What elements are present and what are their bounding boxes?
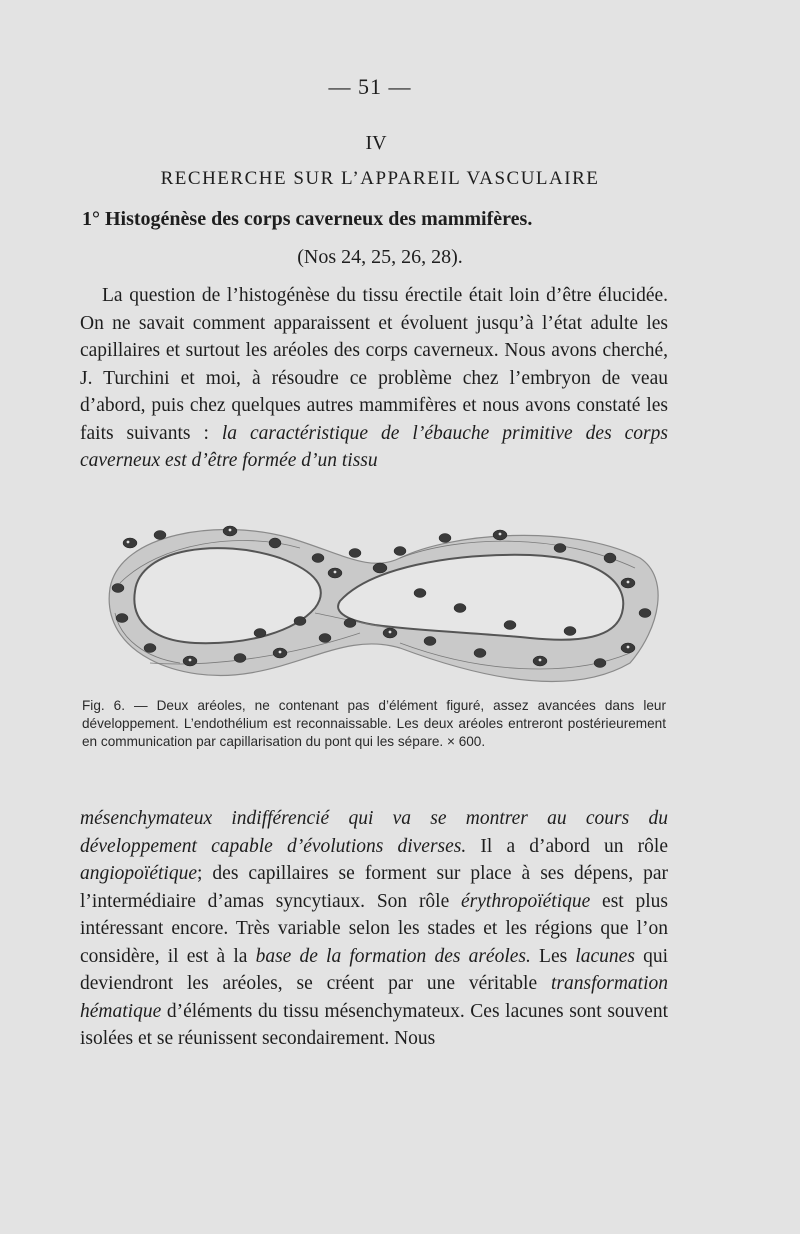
- paragraph-1-text: La question de l’histogénèse du tissu érectile était loin d’être élucidée. On ne savait comment apparaissent et évoluent jusqu’à l’état adulte les capillaires et surtout les aréoles des corps caverneux. Nous avons cherché, J. Turchini et moi, à résoudre ce problème chez l’embryon de veau d’abord, puis chez quelques autres mammifères et nous avons constaté les faits suivants :: [80, 285, 668, 444]
- p2-text-6: d’éléments du tissu mésenchymateux. Ces lacunes sont souvent isolées et se réunissent secondairement. Nous: [80, 1000, 668, 1049]
- p2-italic-2: angiopoïétique: [80, 863, 197, 884]
- page-number: — 51 —: [328, 74, 412, 99]
- references-line: (Nos 24, 25, 26, 28).: [297, 246, 463, 268]
- p2-text-1: Il a d’abord un rôle: [466, 835, 668, 857]
- paragraph-1-italic: la caractéristique de l’ébauche primitive des corps caverneux est d’être formée d’un tissu: [80, 422, 668, 471]
- subsection-heading: 1° Histogénèse des corps caverneux des mammifères.: [82, 208, 533, 230]
- p2-text-2: ; des capillaires se forment sur place à ses dépens, par l’intermédiaire d’amas syncytiaux. Son rôle: [80, 863, 668, 912]
- histology-figure: [100, 513, 665, 693]
- paragraph-2: [80, 805, 668, 1053]
- p2-italic-5: lacunes: [575, 945, 635, 967]
- p2-text-3: est plus intéressant encore. Très variable selon les stades et les régions que l’on considère, il est à la: [80, 890, 668, 967]
- p2-italic-6: transformation hématique: [80, 973, 668, 1022]
- p2-text-5: qui deviendront les aréoles, se créent par une véritable: [80, 945, 669, 994]
- p2-italic-4: base de la formation des aréoles.: [255, 945, 531, 967]
- figure-caption: Fig. 6. — Deux aréoles, ne contenant pas d’élément figuré, assez avancées dans leur développement. L’endothélium est reconnaissable. Les deux aréoles entreront postérieurement en communication par capillarisation du pont qui les sépare. × 600.: [82, 698, 666, 749]
- p2-italic-3: érythropoïétique: [461, 890, 591, 912]
- paragraph-1: [80, 282, 668, 475]
- chapter-number: IV: [365, 132, 387, 154]
- p2-italic-1: mésenchymateux indifférencié qui va se montrer au cours du développement capable d’évolutions diverses.: [80, 808, 668, 857]
- p2-text-4: Les: [530, 945, 576, 967]
- section-heading: RECHERCHE SUR L’APPAREIL VASCULAIRE: [160, 168, 600, 189]
